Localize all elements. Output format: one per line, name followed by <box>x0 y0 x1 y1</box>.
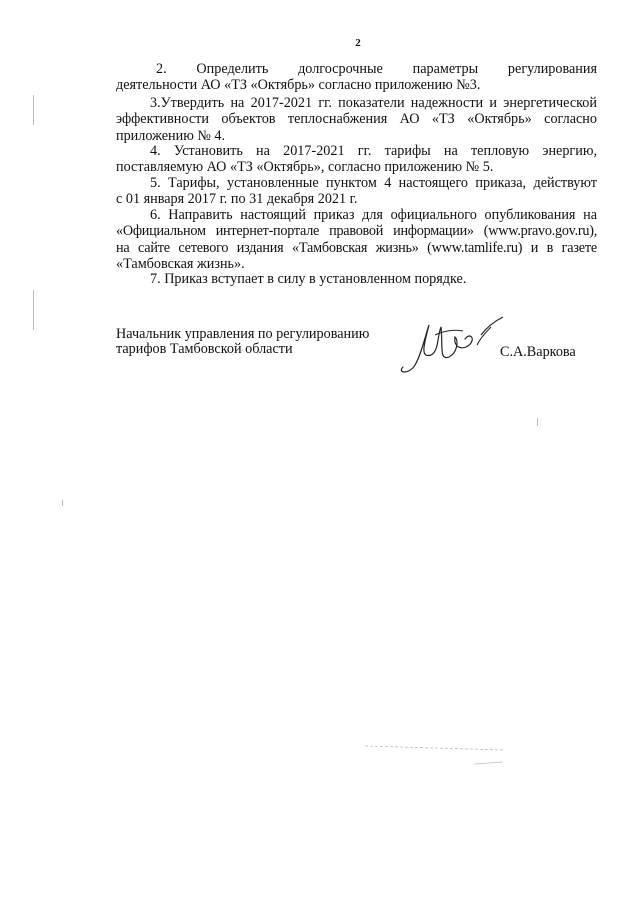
paragraph-line: 7. Приказ вступает в силу в установленном порядке. <box>150 271 467 287</box>
paragraph-line: деятельности АО «ТЗ «Октябрь» согласно приложению №3. <box>116 77 481 94</box>
signatory-title <box>116 327 369 356</box>
paragraph-line: 2. Определить долгосрочные параметры регулирования <box>156 61 597 77</box>
scan-artifact <box>365 744 505 766</box>
paragraph-line: на сайте сетевого издания «Тамбовская жизнь» (www.tamlife.ru) и в газете <box>116 239 597 256</box>
signatory-title-line: Начальник управления по регулированию <box>116 326 370 342</box>
paragraph-line: 3.Утвердить на 2017-2021 гг. показатели надежности и энергетической <box>150 95 597 111</box>
signatory-name: С.А.Варкова <box>500 344 576 360</box>
scan-artifact <box>33 290 34 330</box>
paragraph-line: 4. Установить на 2017-2021 гг. тарифы на тепловую энергию, <box>150 143 597 159</box>
scan-artifact <box>62 500 63 506</box>
paragraph-line: «Тамбовская жизнь». <box>116 256 245 273</box>
paragraph-line: поставляемую АО «ТЗ «Октябрь», согласно приложению № 5. <box>116 159 494 176</box>
paragraph-line: 5. Тарифы, установленные пунктом 4 настоящего приказа, действуют <box>150 175 597 191</box>
paragraph-line: приложению № 4. <box>116 127 226 144</box>
scan-artifact <box>537 418 538 426</box>
paragraph-line: 6. Направить настоящий приказ для официального опубликования на <box>150 207 597 223</box>
scan-artifact <box>33 95 34 125</box>
signatory-title-line: тарифов Тамбовской области <box>116 340 293 357</box>
page-number: 2 <box>355 37 361 49</box>
paragraph-line: с 01 января 2017 г. по 31 декабря 2021 г. <box>116 191 358 208</box>
paragraph-7 <box>116 271 597 287</box>
paragraph-line: «Официальном интернет-портале правовой информации» (www.pravo.gov.ru), <box>116 223 597 240</box>
paragraph-2 <box>116 61 597 94</box>
handwritten-signature <box>395 315 515 375</box>
paragraph-6 <box>116 207 597 273</box>
paragraph-4 <box>116 143 597 176</box>
paragraph-line: эффективности объектов теплоснабжения АО «ТЗ «Октябрь» согласно <box>116 111 597 128</box>
paragraph-3 <box>116 95 597 144</box>
paragraph-5 <box>116 175 597 208</box>
